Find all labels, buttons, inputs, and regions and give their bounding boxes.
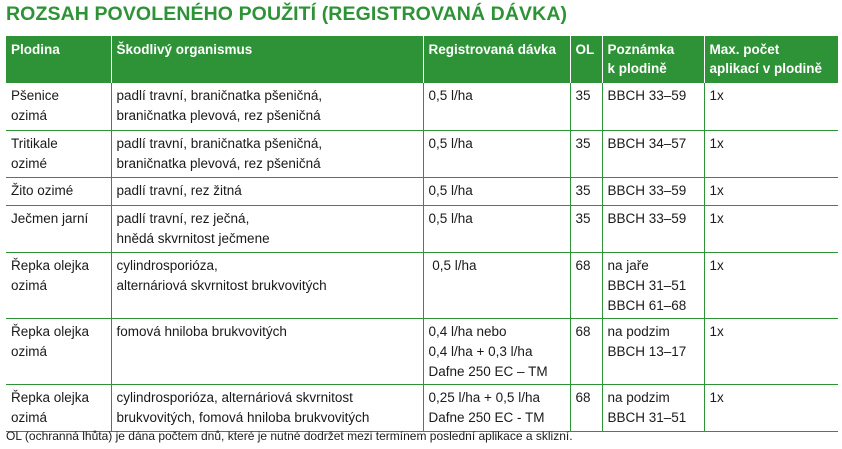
cell-line: BBCH 61–68 xyxy=(607,297,687,313)
cell-line: 1x xyxy=(709,182,724,198)
cell-line: ozimá xyxy=(11,409,48,425)
cell-max xyxy=(704,318,838,384)
cell-pest xyxy=(111,83,423,130)
cell-line: 0,5 l/ha xyxy=(428,135,473,151)
cell-pest xyxy=(111,384,423,431)
cell-line: ozimé xyxy=(11,155,48,171)
cell-line: Řepka olejka xyxy=(11,389,90,405)
cell-line: Ječmen jarní xyxy=(11,210,89,226)
table-row xyxy=(6,318,838,384)
cell-pest xyxy=(111,318,423,384)
cell-line: Dafne 250 EC – TM xyxy=(428,363,548,379)
cell-note xyxy=(602,318,704,384)
cell-line: braničnatka plevová, rez pšeničná xyxy=(116,155,321,171)
cell-crop xyxy=(6,318,111,384)
cell-line: 0,25 l/ha + 0,5 l/ha xyxy=(428,389,540,405)
header-crop-label: Plodina xyxy=(11,42,60,57)
cell-dose xyxy=(423,252,570,318)
cell-line: alternáriová skvrnitost brukvovitých xyxy=(116,277,327,293)
cell-line: Žito ozimé xyxy=(11,182,74,198)
cell-line: 1x xyxy=(709,323,724,339)
cell-ol xyxy=(570,252,602,318)
cell-note xyxy=(602,177,704,205)
cell-max xyxy=(704,252,838,318)
cell-line: brukvovitých, fomová hniloba brukvovitých xyxy=(116,409,370,425)
cell-ol xyxy=(570,83,602,130)
header-ol-label: OL xyxy=(575,42,595,57)
cell-line: ozimá xyxy=(11,277,48,293)
cell-line: BBCH 33–59 xyxy=(607,182,687,198)
cell-line: fomová hniloba brukvovitých xyxy=(116,323,287,339)
cell-line: na jaře xyxy=(607,257,649,273)
cell-line: Pšenice xyxy=(11,88,60,103)
cell-crop xyxy=(6,252,111,318)
cell-line: padlí travní, rez žitná xyxy=(116,182,242,198)
cell-line: 0,5 l/ha xyxy=(428,257,477,273)
table-row xyxy=(6,252,838,318)
header-note xyxy=(602,36,704,83)
cell-line: 0,5 l/ha xyxy=(428,182,473,198)
cell-line: padlí travní, rez ječná, xyxy=(116,210,250,226)
page-title: ROZSAH POVOLENÉHO POUŽITÍ (REGISTROVANÁ DÁVKA) xyxy=(6,3,568,25)
cell-crop xyxy=(6,130,111,177)
cell-note xyxy=(602,83,704,130)
cell-line: Řepka olejka xyxy=(11,323,90,339)
header-note-line-2: k plodině xyxy=(607,61,667,76)
cell-line: 1x xyxy=(709,88,724,103)
cell-pest xyxy=(111,252,423,318)
cell-pest xyxy=(111,205,423,252)
cell-line: 1x xyxy=(709,210,724,226)
cell-dose xyxy=(423,130,570,177)
cell-crop xyxy=(6,177,111,205)
cell-ol xyxy=(570,318,602,384)
cell-line: 35 xyxy=(575,182,591,198)
cell-line: cylindrosporióza, alternáriová skvrnitost xyxy=(116,389,353,405)
cell-line: na podzim xyxy=(607,323,670,339)
header-pest xyxy=(111,36,423,83)
cell-line: padlí travní, braničnatka pšeničná, xyxy=(116,88,323,103)
cell-pest xyxy=(111,130,423,177)
cell-dose xyxy=(423,83,570,130)
header-max-line-2: aplikací v plodině xyxy=(709,61,823,76)
cell-line: 0,4 l/ha + 0,3 l/ha xyxy=(428,343,533,359)
cell-ol xyxy=(570,130,602,177)
cell-line: 68 xyxy=(575,257,591,273)
cell-note xyxy=(602,130,704,177)
cell-line: 1x xyxy=(709,257,724,273)
cell-line: BBCH 13–17 xyxy=(607,343,687,359)
cell-line: cylindrosporióza, xyxy=(116,257,218,273)
cell-line: Tritikale xyxy=(11,135,58,151)
cell-ol xyxy=(570,384,602,431)
cell-line: 35 xyxy=(575,88,591,103)
cell-line: 1x xyxy=(709,389,724,405)
cell-crop xyxy=(6,83,111,130)
table-row xyxy=(6,205,838,252)
cell-dose xyxy=(423,177,570,205)
cell-max xyxy=(704,177,838,205)
cell-pest xyxy=(111,177,423,205)
cell-line: 68 xyxy=(575,323,591,339)
header-ol xyxy=(570,36,602,83)
cell-line: braničnatka plevová, rez pšeničná xyxy=(116,108,321,123)
cell-note xyxy=(602,205,704,252)
cell-dose xyxy=(423,384,570,431)
table-row xyxy=(6,83,838,130)
cell-line: na podzim xyxy=(607,389,670,405)
cell-line: BBCH 34–57 xyxy=(607,135,687,151)
header-dose xyxy=(423,36,570,83)
cell-line: 35 xyxy=(575,135,591,151)
cell-line: hnědá skvrnitost ječmene xyxy=(116,230,270,246)
cell-line: Řepka olejka xyxy=(11,257,90,273)
cell-line: padlí travní, braničnatka pšeničná, xyxy=(116,135,323,151)
cell-crop xyxy=(6,205,111,252)
cell-line: ozimá xyxy=(11,108,48,123)
cell-max xyxy=(704,83,838,130)
table-row xyxy=(6,130,838,177)
cell-max xyxy=(704,130,838,177)
footnote: OL (ochranná lhůta) je dána počtem dnů, které je nutné dodržet mezi termínem poslední aplikace a sklizní. xyxy=(6,429,573,443)
cell-note xyxy=(602,252,704,318)
cell-line: 0,5 l/ha xyxy=(428,210,473,226)
cell-line: Dafne 250 EC - TM xyxy=(428,409,545,425)
cell-line: 1x xyxy=(709,135,724,151)
cell-line: BBCH 31–51 xyxy=(607,409,687,425)
cell-dose xyxy=(423,318,570,384)
cell-line: BBCH 31–51 xyxy=(607,277,687,293)
cell-ol xyxy=(570,177,602,205)
cell-line: ozimá xyxy=(11,343,48,359)
header-note-line-1: Poznámka xyxy=(607,42,675,57)
cell-note xyxy=(602,384,704,431)
cell-ol xyxy=(570,205,602,252)
cell-line: 0,5 l/ha xyxy=(428,88,473,103)
cell-max xyxy=(704,205,838,252)
cell-line: 0,4 l/ha nebo xyxy=(428,323,507,339)
cell-line: 68 xyxy=(575,389,591,405)
header-dose-label: Registrovaná dávka xyxy=(428,42,557,57)
cell-line: 35 xyxy=(575,210,591,226)
cell-line: BBCH 33–59 xyxy=(607,210,687,226)
table-row xyxy=(6,384,838,431)
header-crop xyxy=(6,36,111,83)
header-max-line-1: Max. počet xyxy=(709,42,780,57)
cell-dose xyxy=(423,205,570,252)
header-pest-label: Škodlivý organismus xyxy=(116,42,253,57)
cell-line: BBCH 33–59 xyxy=(607,88,687,103)
cell-max xyxy=(704,384,838,431)
table-header-row xyxy=(6,36,838,83)
header-max-applications xyxy=(704,36,838,83)
cell-crop xyxy=(6,384,111,431)
table-row xyxy=(6,177,838,205)
registration-table xyxy=(6,36,838,432)
